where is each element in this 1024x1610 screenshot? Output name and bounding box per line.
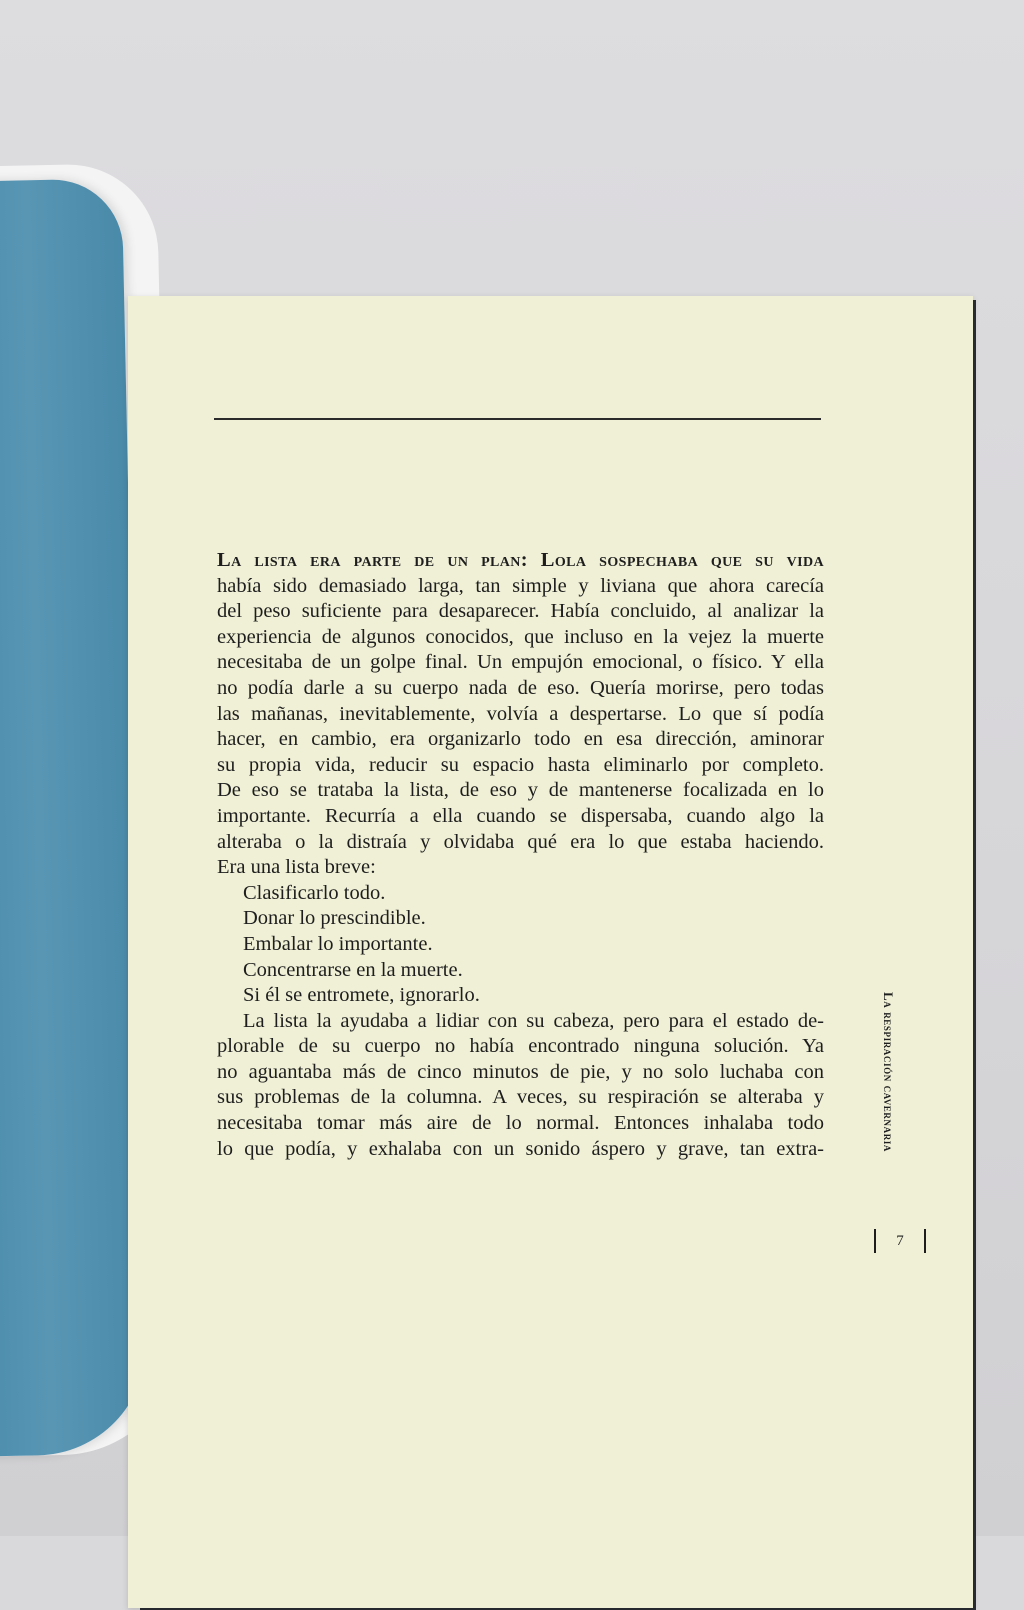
text-line: no podía darle a su cuerpo nada de eso. Quería morirse, pero todas [217,676,824,699]
list-item: Concentrarse en la muerte. [243,958,463,981]
book-page [128,296,973,1608]
text-line: Era una lista breve: [217,856,376,879]
list-item: Donar lo prescindible. [243,907,426,930]
text-line: no aguantaba más de cinco minutos de pie, y no solo luchaba con [217,1060,824,1083]
list-item: Clasificarlo todo. [243,881,386,904]
running-head-title: La respiración cavernaria [881,991,896,1152]
text-line: alteraba o la distraía y olvidaba qué era lo que estaba haciendo. [217,830,824,853]
page-number: 7 [896,1232,904,1249]
text-line: su propia vida, reducir su espacio hasta eliminarlo por completo. [217,753,824,776]
text-line: experiencia de algunos conocidos, que incluso en la vejez la muerte [217,625,824,648]
text-line: las mañanas, inevitablemente, volvía a despertarse. Lo que sí podía [217,702,824,725]
text-line: De eso se trataba la lista, de eso y de mantenerse focalizada en lo [217,779,824,802]
folio-bar-left [874,1229,876,1253]
body-text [217,548,824,1162]
text-line: plorable de su cuerpo no había encontrado ninguna solución. Ya [217,1035,824,1058]
text-line: había sido demasiado larga, tan simple y liviana que ahora carecía [217,574,824,597]
folio-bar-right [924,1229,926,1253]
text-line: del peso suficiente para desaparecer. Había concluido, al analizar la [217,600,824,623]
text-line: La lista la ayudaba a lidiar con su cabeza, pero para el estado de- [243,1009,824,1032]
top-rule [214,418,821,420]
list-item: Embalar lo importante. [243,932,433,955]
text-line: hacer, en cambio, era organizarlo todo en esa dirección, aminorar [217,728,824,751]
text-line: sus problemas de la columna. A veces, su respiración se alteraba y [217,1086,824,1109]
folio [874,1228,926,1254]
text-line: necesitaba tomar más aire de lo normal. Entonces inhalaba todo [217,1112,824,1135]
lead-in-line: La lista era parte de un plan: Lola sospechaba que su vida [217,549,824,571]
running-head [868,959,908,1184]
list-item: Si él se entromete, ignorarlo. [243,984,480,1007]
text-line: lo que podía, y exhalaba con un sonido áspero y grave, tan extra- [217,1137,824,1160]
text-line: necesitaba de un golpe final. Un empujón emocional, o físico. Y ella [217,651,824,674]
text-line: importante. Recurría a ella cuando se dispersaba, cuando algo la [217,804,824,827]
